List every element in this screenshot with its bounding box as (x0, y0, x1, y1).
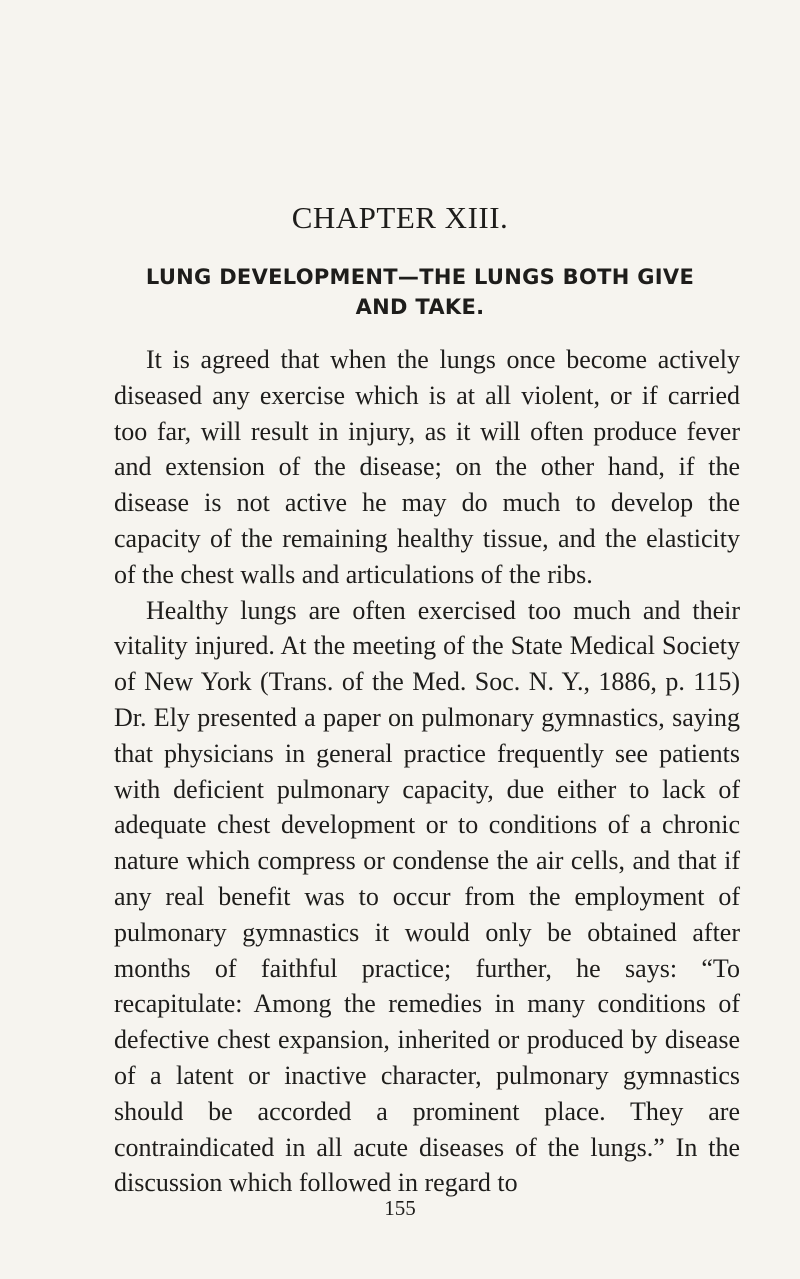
page-number: 155 (384, 1196, 416, 1220)
chapter-heading: CHAPTER XIII. (291, 200, 509, 235)
chapter-title: LUNG DEVELOPMENT—THE LUNGS BOTH GIVE AND TAKE. (145, 265, 695, 319)
body-text (114, 342, 740, 1201)
paragraph-1: It is agreed that when the lungs once become actively diseased any exercise which is at all violent, or if carried too far, will result in injury, as it will often produce fever and extension of the disease; on the other hand, if the disease is not active he may do much to develop the capacity of the remaining healthy tissue, and the elasticity of the chest walls and articulations of the ribs. (114, 345, 740, 589)
paragraph-2: Healthy lungs are often exercised too much and their vitality injured. At the meeting of the State Medical Society of New York (Trans. of the Med. Soc. N. Y., 1886, p. 115) Dr. Ely presented a paper on pulmonary gymnastics, saying that physicians in general practice frequently see patients with deficient pulmonary capacity, due either to lack of adequate chest development or to conditions of a chronic nature which compress or condense the air cells, and that if any real benefit was to occur from the employment of pulmonary gymnastics it would only be obtained after months of faithful practice; further, he says: “To recapitulate: Among the remedies in many conditions of defective chest expansion, inherited or produced by disease of a latent or inactive character, pulmonary gymnastics should be accorded a prominent place. They are contraindicated in all acute diseases of the lungs.” In the discussion which followed in regard to (114, 595, 740, 1198)
